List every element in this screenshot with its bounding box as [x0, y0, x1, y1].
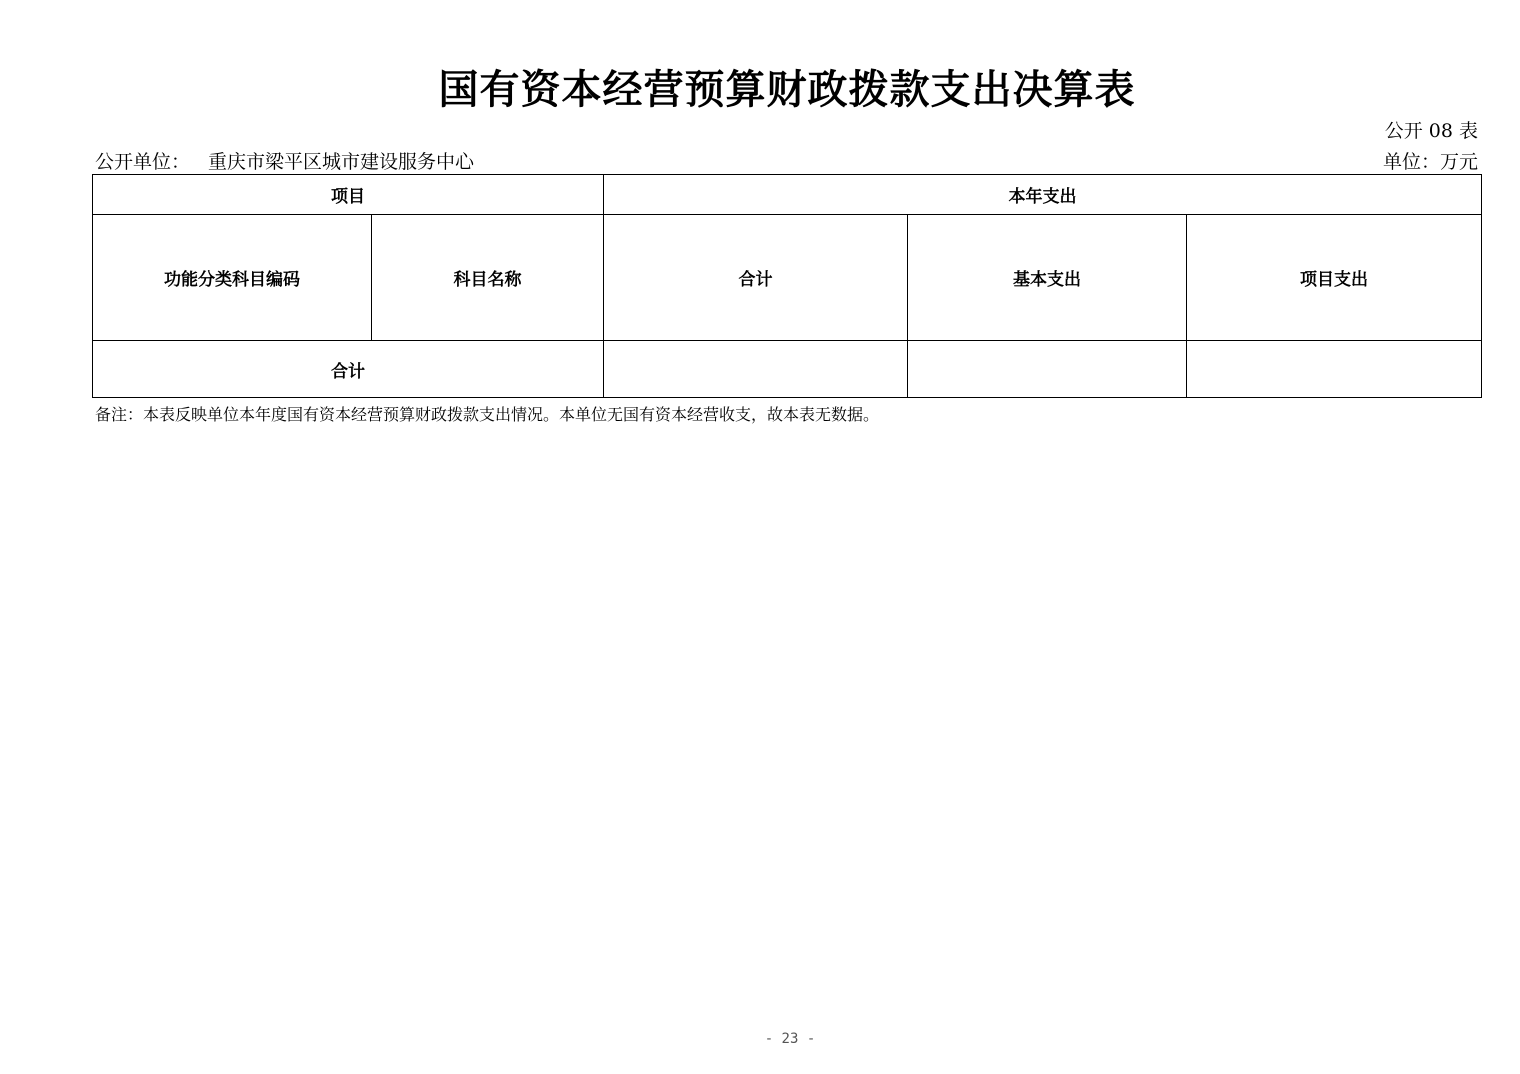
expenditure-table	[92, 174, 1482, 398]
total-label: 合计	[93, 341, 604, 398]
currency-unit: 单位：万元	[1382, 151, 1478, 173]
form-number: 公开 08 表	[1384, 120, 1478, 142]
table-group-header-row	[93, 175, 1482, 215]
header-name: 科目名称	[372, 215, 604, 341]
header-total: 合计	[604, 215, 908, 341]
header-item: 项目	[93, 175, 604, 215]
page-number: - 23 -	[764, 1031, 816, 1047]
header-code: 功能分类科目编码	[93, 215, 372, 341]
unit-label: 公开单位：	[95, 151, 191, 173]
basic-value	[908, 341, 1187, 398]
unit-name: 重庆市梁平区城市建设服务中心	[208, 151, 475, 173]
publishing-unit-line	[95, 147, 474, 174]
page-title: 国有资本经营预算财政拨款支出决算表	[438, 66, 1136, 113]
total-value	[604, 341, 908, 398]
header-basic: 基本支出	[908, 215, 1187, 341]
remark-note: 备注：本表反映单位本年度国有资本经营预算财政拨款支出情况。本单位无国有资本经营收支，故本表无数据。	[95, 405, 880, 424]
table-row-total	[93, 341, 1482, 398]
header-project: 项目支出	[1187, 215, 1482, 341]
header-current-year-expenditure: 本年支出	[604, 175, 1482, 215]
project-value	[1187, 341, 1482, 398]
table-column-header-row	[93, 215, 1482, 341]
